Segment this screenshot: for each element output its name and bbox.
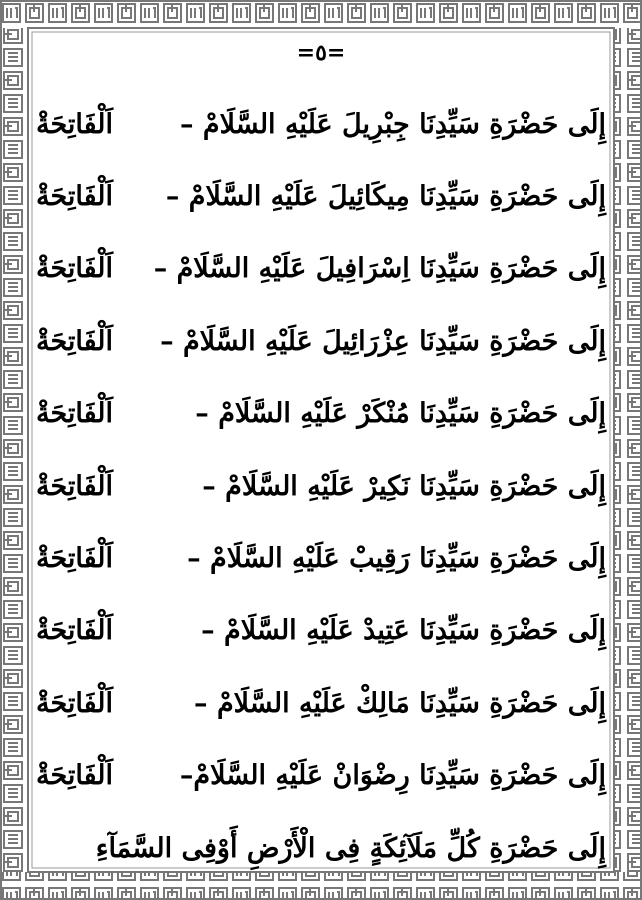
line-text: إِلَى حَضْرَةِ سَيِّدِنَا مُنْكَرْ عَلَيْهِ السَّلَامْ – [195,398,606,430]
line-ending: اَلْفَاتِحَةْ [36,543,114,575]
text-line [34,305,608,377]
text-line [34,378,608,450]
page-content [34,30,608,872]
page-number: =٥= [296,40,346,66]
line-text: إِلَى حَضْرَةِ سَيِّدِنَا رِضْوَانْ عَلَيْهِ السَّلَامْ– [179,760,606,792]
line-ending: اَلْفَاتِحَةْ [36,181,114,213]
text-line [34,233,608,305]
line-text: إِلَى حَضْرَةِ سَيِّدِنَا مَالِكْ عَلَيْهِ السَّلَامْ – [194,687,606,719]
line-text: إِلَى حَضْرَةِ سَيِّدِنَا عَتِيدْ عَلَيْهِ السَّلَامْ – [201,615,606,647]
line-text: إِلَى حَضْرَةِ كُلِّ مَلَآئِكَةٍ فِى الْأَرْضِ أَوْفِى السَّمَآءِ [95,832,606,864]
line-ending: اَلْفَاتِحَةْ [36,253,114,285]
text-line [34,595,608,667]
text-lines [34,88,608,884]
line-text: إِلَى حَضْرَةِ سَيِّدِنَا اِسْرَافِيلَ عَلَيْهِ السَّلَامْ – [153,253,606,285]
text-line [34,740,608,812]
text-line [34,667,608,739]
text-line [34,160,608,232]
line-ending: اَلْفَاتِحَةْ [36,398,114,430]
line-text: إِلَى حَضْرَةِ سَيِّدِنَا نَكِيرْ عَلَيْهِ السَّلَامْ – [202,470,606,502]
line-ending: اَلْفَاتِحَةْ [36,470,114,502]
line-text: إِلَى حَضْرَةِ سَيِّدِنَا جِبْرِيلَ عَلَيْهِ السَّلَامْ – [180,108,606,140]
text-line [34,450,608,522]
text-line [34,812,608,884]
line-text: إِلَى حَضْرَةِ سَيِّدِنَا رَقِيبْ عَلَيْهِ السَّلَامْ – [187,543,606,575]
line-text: إِلَى حَضْرَةِ سَيِّدِنَا عِزْرَائِيلَ عَلَيْهِ السَّلَامْ – [160,325,606,357]
text-line [34,522,608,594]
line-ending: اَلْفَاتِحَةْ [36,687,114,719]
line-ending: اَلْفَاتِحَةْ [36,325,114,357]
text-line [34,88,608,160]
line-text: إِلَى حَضْرَةِ سَيِّدِنَا مِيكَائِيلَ عَلَيْهِ السَّلَامْ – [165,181,606,213]
line-ending: اَلْفَاتِحَةْ [36,760,114,792]
line-ending: اَلْفَاتِحَةْ [36,615,114,647]
line-ending: اَلْفَاتِحَةْ [36,108,114,140]
